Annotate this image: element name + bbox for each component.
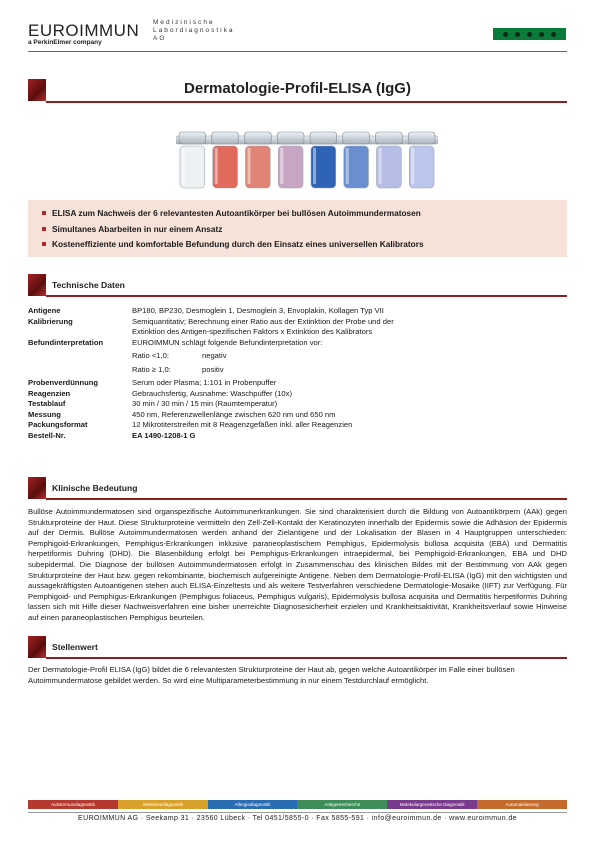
table-row — [28, 338, 567, 376]
well-highlight — [182, 148, 185, 184]
table-row — [28, 410, 567, 421]
brand-dot-bar — [493, 28, 566, 40]
section-divider — [46, 657, 567, 659]
row-label: Packungsformat — [28, 420, 88, 429]
row-value-line: Extinktion des Antigen-spezifischen Faktors x Extinktion des Kalibrators — [132, 327, 373, 336]
brand-dot — [539, 32, 544, 37]
company-description-line: Labordiagnostika — [153, 27, 235, 34]
header-divider — [28, 51, 567, 52]
company-description — [153, 19, 253, 43]
well-cap — [310, 132, 337, 144]
row-label: Testablauf — [28, 399, 66, 408]
section-divider — [46, 498, 567, 500]
row-value — [132, 317, 567, 338]
footer-divider — [28, 812, 567, 813]
footer-category: Molekulargenetische Diagnostik — [387, 800, 477, 809]
interpretation-rule — [132, 351, 567, 362]
well-highlight — [411, 148, 414, 184]
value-text: Der Dermatologie-Profil ELISA (IgG) bildet die 6 relevantesten Strukturproteine der Haut ab, gegen welche Autoantikörper im Falle einer bullösen Autoimmundermatose gebildet werden. So wird eine Multiparameterbestimmung in nur einem Testdurchlauf ermöglicht. — [28, 665, 515, 685]
feature-highlight-box — [28, 200, 567, 257]
row-value: 12 Mikrotiterstreifen mit 8 Reagenzgefäßen inkl. aller Reagenzien — [132, 420, 353, 429]
section-accent-square — [28, 636, 46, 658]
microplate-strip-image — [176, 130, 438, 192]
row-label: Messung — [28, 409, 61, 419]
table-row — [28, 399, 567, 410]
feature-item: Kosteneffiziente und komfortable Befundung durch den Einsatz eines universellen Kalibrators — [42, 237, 567, 253]
row-label: Probenverdünnung — [28, 378, 99, 387]
well-highlight — [346, 148, 349, 184]
section-title-value: Stellenwert — [52, 642, 98, 652]
table-row — [28, 317, 567, 338]
company-logo: EUROIMMUN — [28, 21, 140, 40]
ratio-condition: Ratio <1,0: — [132, 351, 169, 360]
row-label: Reagenzien — [28, 388, 71, 398]
footer-category: Infektionsdiagnostik — [118, 800, 208, 809]
footer-category: Allergiediagnostik — [208, 800, 298, 809]
ratio-result: negativ — [202, 351, 227, 360]
well-cap — [212, 132, 239, 144]
row-value-line: EUROIMMUN schlägt folgende Befundinterpretation vor: — [132, 337, 323, 347]
brand-dot — [515, 32, 520, 37]
clinical-text: Bullöse Autoimmundermatosen sind organspezifische Autoimmunerkrankungen. Sie sind charakterisiert durch die Bildung von Autoantikörpern (AAk) gegen Strukturproteine der Haut. Diese Strukturproteine vermitteln den Zell-Zell-Kontakt der Keratinozyten innerhalb der Epidermis sowie die Adhäsion der Epidermis auf der Dermis. Bullöse Autoimmundermatosen werden anhand der Zielantigene und der Lokalisation der Blasen in 4 Hauptgruppen unterschieden: Pemphigoid-Erkrankungen, Pemphigus-Erkrankungen inklusive paraneoplastischem Pemphigus, Epidermolysis bullosa acquisita (EBA) und Dermatitis herpetiformis Duhring (DHD). Die Blasenbildung erfolgt bei Pemphigus-Erkrankungen intraepidermal, bei Pemphigoid-Erkrankungen, EBA und DHD subepidermal. Die Diagnose der bullösen Autoimmundermatosen erfolgt in Zusammenschau des klinischen Bildes mit der Bestimmung von AAk gegen Strukturproteine der Haut bzw. gegen rekombinante, biochemisch aufgereinigte Antigene. Neben dem Dermatologie-Profil-ELISA (IgG) mit den wichtigsten und aussagekräftigsten Autoantigenen stehen auch ELISA-Einzeltests und als weitere Testverfahren verschiedene Dermatologie-Mosaike (IIFT) zur Verfügung. Für Pemphigoid- und Pemphigus-Erkrankungen (Pemphigus foliaceus, Pemphigus vulgaris), Epidermolysis bullosa acquisita und Dermatitis herpetiformis Duhring lassen sich mit Hilfe dieser Nachweisverfahren eine bisher unerreichte Diagnosesicherheit erzielen und Krankheitsaktivität, Krankheitsverlauf sowie Hinweise auf einen paraneoplastischen Pemphigus beurteilen. — [28, 507, 567, 622]
footer-category: Automatisierung — [477, 800, 567, 809]
company-description-line: AG — [153, 35, 167, 42]
feature-item: ELISA zum Nachweis der 6 relevantesten Autoantikörper bei bullösen Autoimmundermatosen — [42, 206, 567, 222]
footer-category: Autoimmundiagnostik — [28, 800, 118, 809]
table-row — [28, 420, 567, 431]
row-value: 450 nm, Referenzwellenlänge zwischen 620 nm und 650 nm — [132, 409, 336, 419]
well-highlight — [215, 148, 218, 184]
section-divider — [46, 295, 567, 297]
row-value — [132, 338, 567, 376]
row-label: Befundinterpretation — [28, 337, 104, 347]
table-row — [28, 378, 567, 389]
row-value: Gebrauchsfertig, Ausnahme: Waschpuffer (10x) — [132, 388, 292, 398]
well-cap — [179, 132, 206, 144]
well-cap — [277, 132, 304, 144]
well-cap — [376, 132, 403, 144]
order-number: EA 1490-1208-1 G — [132, 430, 196, 440]
row-value: Serum oder Plasma; 1:101 in Probenpuffer — [132, 378, 277, 387]
row-label: Kalibrierung — [28, 316, 73, 326]
table-row — [28, 431, 567, 442]
company-logo-subtitle: a PerkinElmer company — [28, 39, 102, 46]
well-highlight — [280, 148, 283, 184]
table-row — [28, 389, 567, 400]
footer-category-bar — [28, 800, 567, 809]
well-cap — [343, 132, 370, 144]
feature-item: Simultanes Abarbeiten in nur einem Ansatz — [42, 222, 567, 238]
company-description-line: Medizinische — [153, 19, 215, 26]
brand-dot — [503, 32, 508, 37]
section-title-clinical: Klinische Bedeutung — [52, 483, 138, 493]
ratio-result: positiv — [202, 364, 224, 374]
interpretation-rule — [132, 365, 567, 376]
row-value: 30 min / 30 min / 15 min (Raumtemperatur) — [132, 399, 278, 408]
section-title-technical-data: Technische Daten — [52, 280, 125, 290]
brand-dot — [551, 32, 556, 37]
title-divider — [46, 101, 567, 103]
row-label: Bestell-Nr. — [28, 430, 66, 440]
ratio-condition: Ratio ≥ 1,0: — [132, 364, 171, 374]
well-cap — [408, 132, 435, 144]
table-row — [28, 306, 567, 317]
footer-category: Antigenrecherche — [297, 800, 387, 809]
well-highlight — [379, 148, 382, 184]
section-accent-square — [28, 274, 46, 296]
feature-list — [28, 200, 567, 253]
brand-dot — [527, 32, 532, 37]
technical-data-table — [28, 306, 567, 441]
page-title: Dermatologie-Profil-ELISA (IgG) — [184, 80, 411, 97]
row-label: Antigene — [28, 306, 61, 315]
row-value-line: Semiquantitativ; Berechnung einer Ratio aus der Extinktion der Probe und der — [132, 316, 394, 326]
well-highlight — [313, 148, 316, 184]
section-accent-square — [28, 477, 46, 499]
footer-address: EUROIMMUN AG · Seekamp 31 · 23560 Lübeck · Tel 0451/5855-0 · Fax 5855-591 · info@euroimmun.de · www.euroimmun.de — [78, 815, 517, 822]
well-cap — [245, 132, 272, 144]
row-value: BP180, BP230, Desmoglein 1, Desmoglein 3, Envoplakin, Kollagen Typ VII — [132, 306, 384, 315]
well-highlight — [248, 148, 251, 184]
